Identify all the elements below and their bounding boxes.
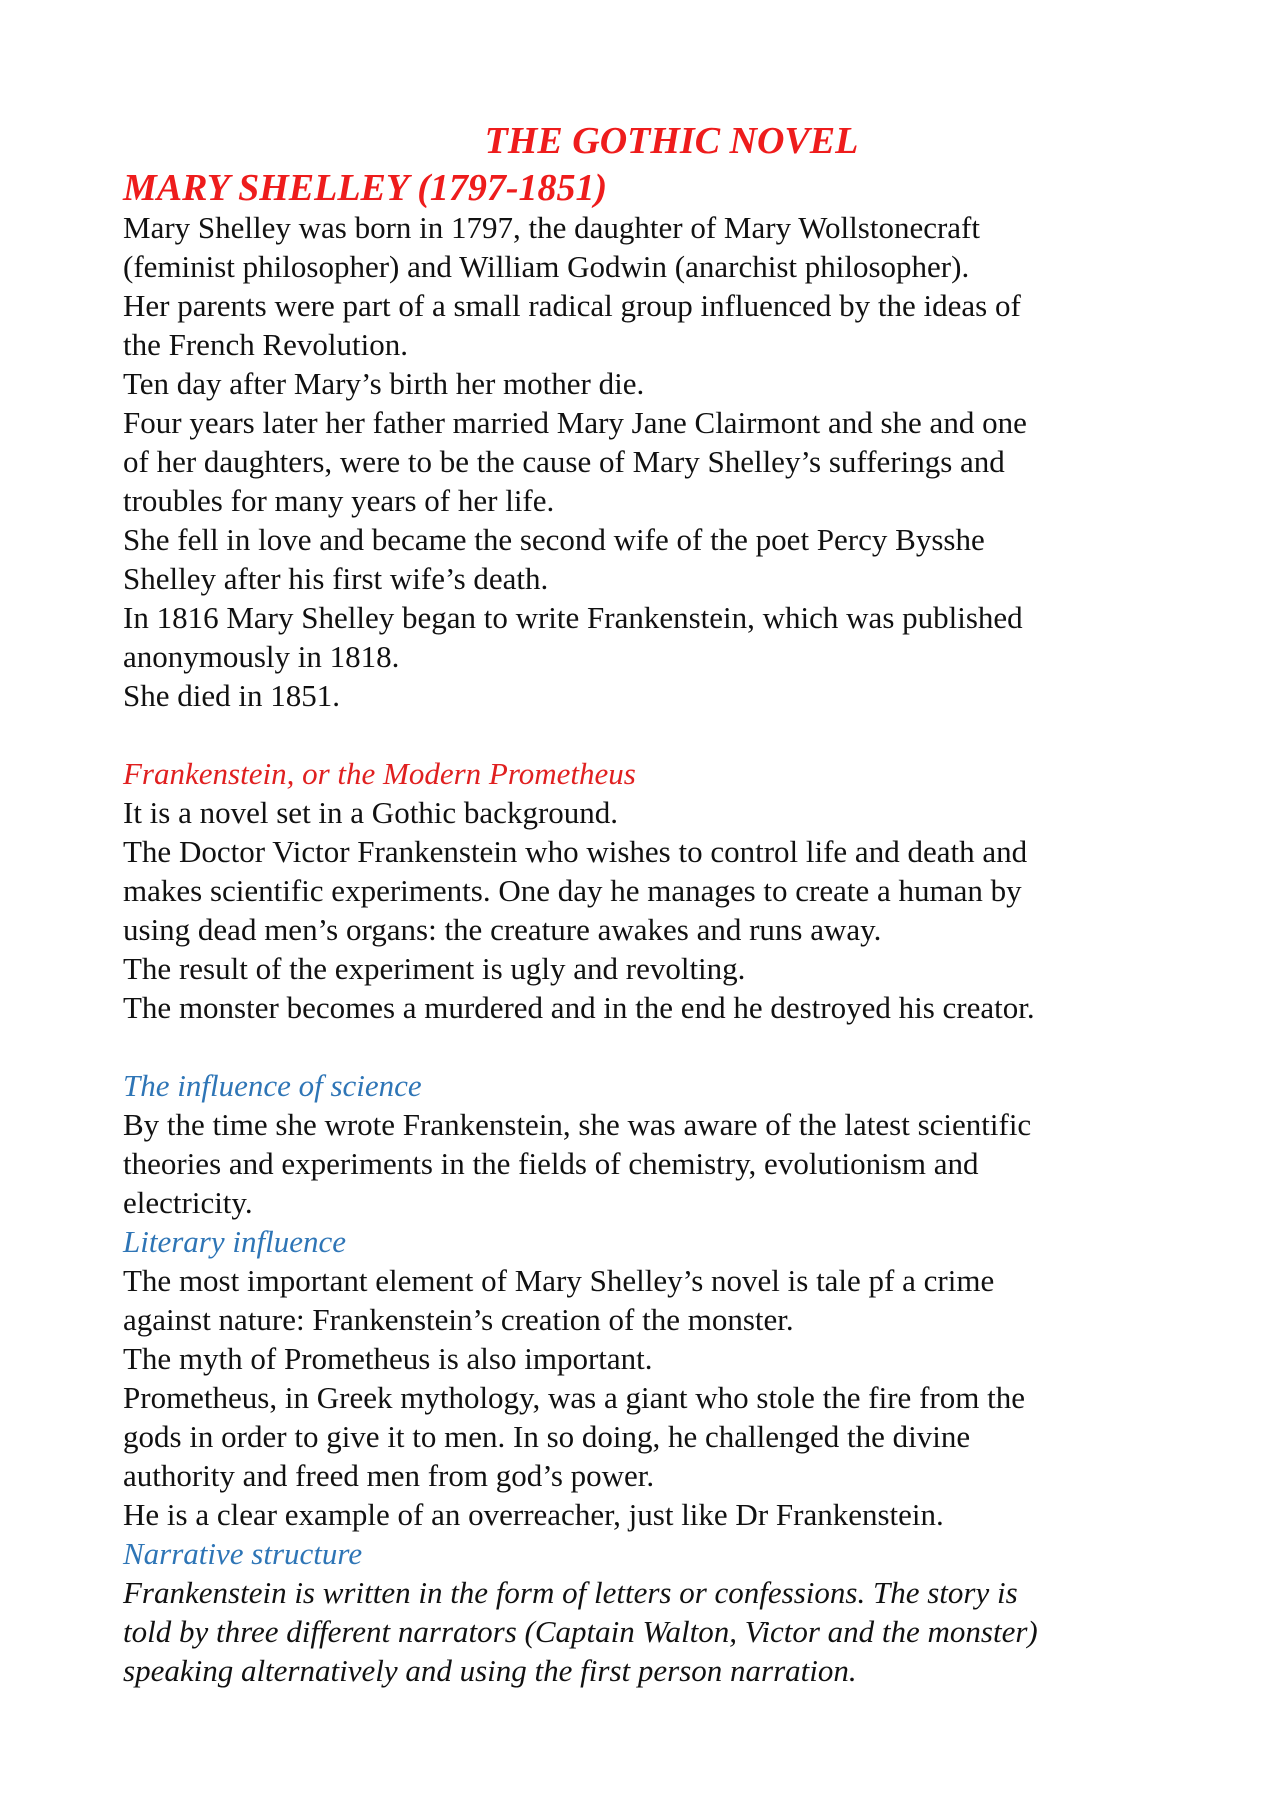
- narrative-heading: Narrative structure: [123, 1536, 363, 1571]
- narrative-line: speaking alternatively and using the first person narration.: [123, 1653, 857, 1688]
- frankenstein-line: makes scientific experiments. One day he manages to create a human by: [123, 873, 1022, 908]
- bio-line: Four years later her father married Mary Jane Clairmont and she and one: [123, 405, 1027, 440]
- frankenstein-line: The monster becomes a murdered and in the end he destroyed his creator.: [123, 990, 1035, 1025]
- literary-line: against nature: Frankenstein’s creation of the monster.: [123, 1302, 794, 1337]
- narrative-section: [123, 1534, 1180, 1690]
- bio-line: Shelley after his first wife’s death.: [123, 561, 549, 596]
- narrative-line: told by three different narrators (Captain Walton, Victor and the monster): [123, 1614, 1038, 1649]
- literary-line: authority and freed men from god’s power.: [123, 1458, 655, 1493]
- literary-line: gods in order to give it to men. In so doing, he challenged the divine: [123, 1419, 971, 1454]
- frankenstein-line: It is a novel set in a Gothic background.: [123, 795, 619, 830]
- bio-line: Mary Shelley was born in 1797, the daughter of Mary Wollstonecraft: [123, 210, 980, 245]
- science-line: theories and experiments in the fields of chemistry, evolutionism and: [123, 1146, 979, 1181]
- science-line: By the time she wrote Frankenstein, she was aware of the latest scientific: [123, 1107, 1032, 1142]
- bio-line: of her daughters, were to be the cause of Mary Shelley’s sufferings and: [123, 444, 1005, 479]
- frankenstein-section: [123, 754, 1180, 1027]
- biography-section: [123, 208, 1180, 715]
- literary-line: The most important element of Mary Shelley’s novel is tale pf a crime: [123, 1263, 995, 1298]
- frankenstein-line: using dead men’s organs: the creature awakes and runs away.: [123, 912, 882, 947]
- spacer: [123, 1027, 1180, 1066]
- bio-line: (feminist philosopher) and William Godwin (anarchist philosopher).: [123, 249, 970, 284]
- narrative-line: Frankenstein is written in the form of letters or confessions. The story is: [123, 1575, 1018, 1610]
- bio-line: In 1816 Mary Shelley began to write Frankenstein, which was published: [123, 600, 1023, 635]
- bio-line: Ten day after Mary’s birth her mother die.: [123, 366, 645, 401]
- science-section: [123, 1066, 1180, 1222]
- spacer: [123, 715, 1180, 754]
- literary-line: Prometheus, in Greek mythology, was a giant who stole the fire from the: [123, 1380, 1025, 1415]
- bio-line: anonymously in 1818.: [123, 639, 400, 674]
- bio-line: She died in 1851.: [123, 678, 340, 713]
- literary-line: He is a clear example of an overreacher, just like Dr Frankenstein.: [123, 1497, 944, 1532]
- literary-line: The myth of Prometheus is also important.: [123, 1341, 653, 1376]
- bio-line: troubles for many years of her life.: [123, 483, 555, 518]
- literary-heading: Literary influence: [123, 1224, 346, 1259]
- document-title: THE GOTHIC NOVEL: [484, 120, 859, 162]
- science-line: electricity.: [123, 1185, 253, 1220]
- bio-line: Her parents were part of a small radical group influenced by the ideas of: [123, 288, 1021, 323]
- literary-section: [123, 1222, 1180, 1534]
- frankenstein-heading: Frankenstein, or the Modern Prometheus: [123, 756, 636, 791]
- science-heading: The influence of science: [123, 1068, 422, 1103]
- bio-line: She fell in love and became the second wife of the poet Percy Bysshe: [123, 522, 985, 557]
- frankenstein-line: The result of the experiment is ugly and revolting.: [123, 951, 746, 986]
- author-heading: MARY SHELLEY (1797-1851): [123, 167, 608, 209]
- frankenstein-line: The Doctor Victor Frankenstein who wishes to control life and death and: [123, 834, 1028, 869]
- bio-line: the French Revolution.: [123, 327, 408, 362]
